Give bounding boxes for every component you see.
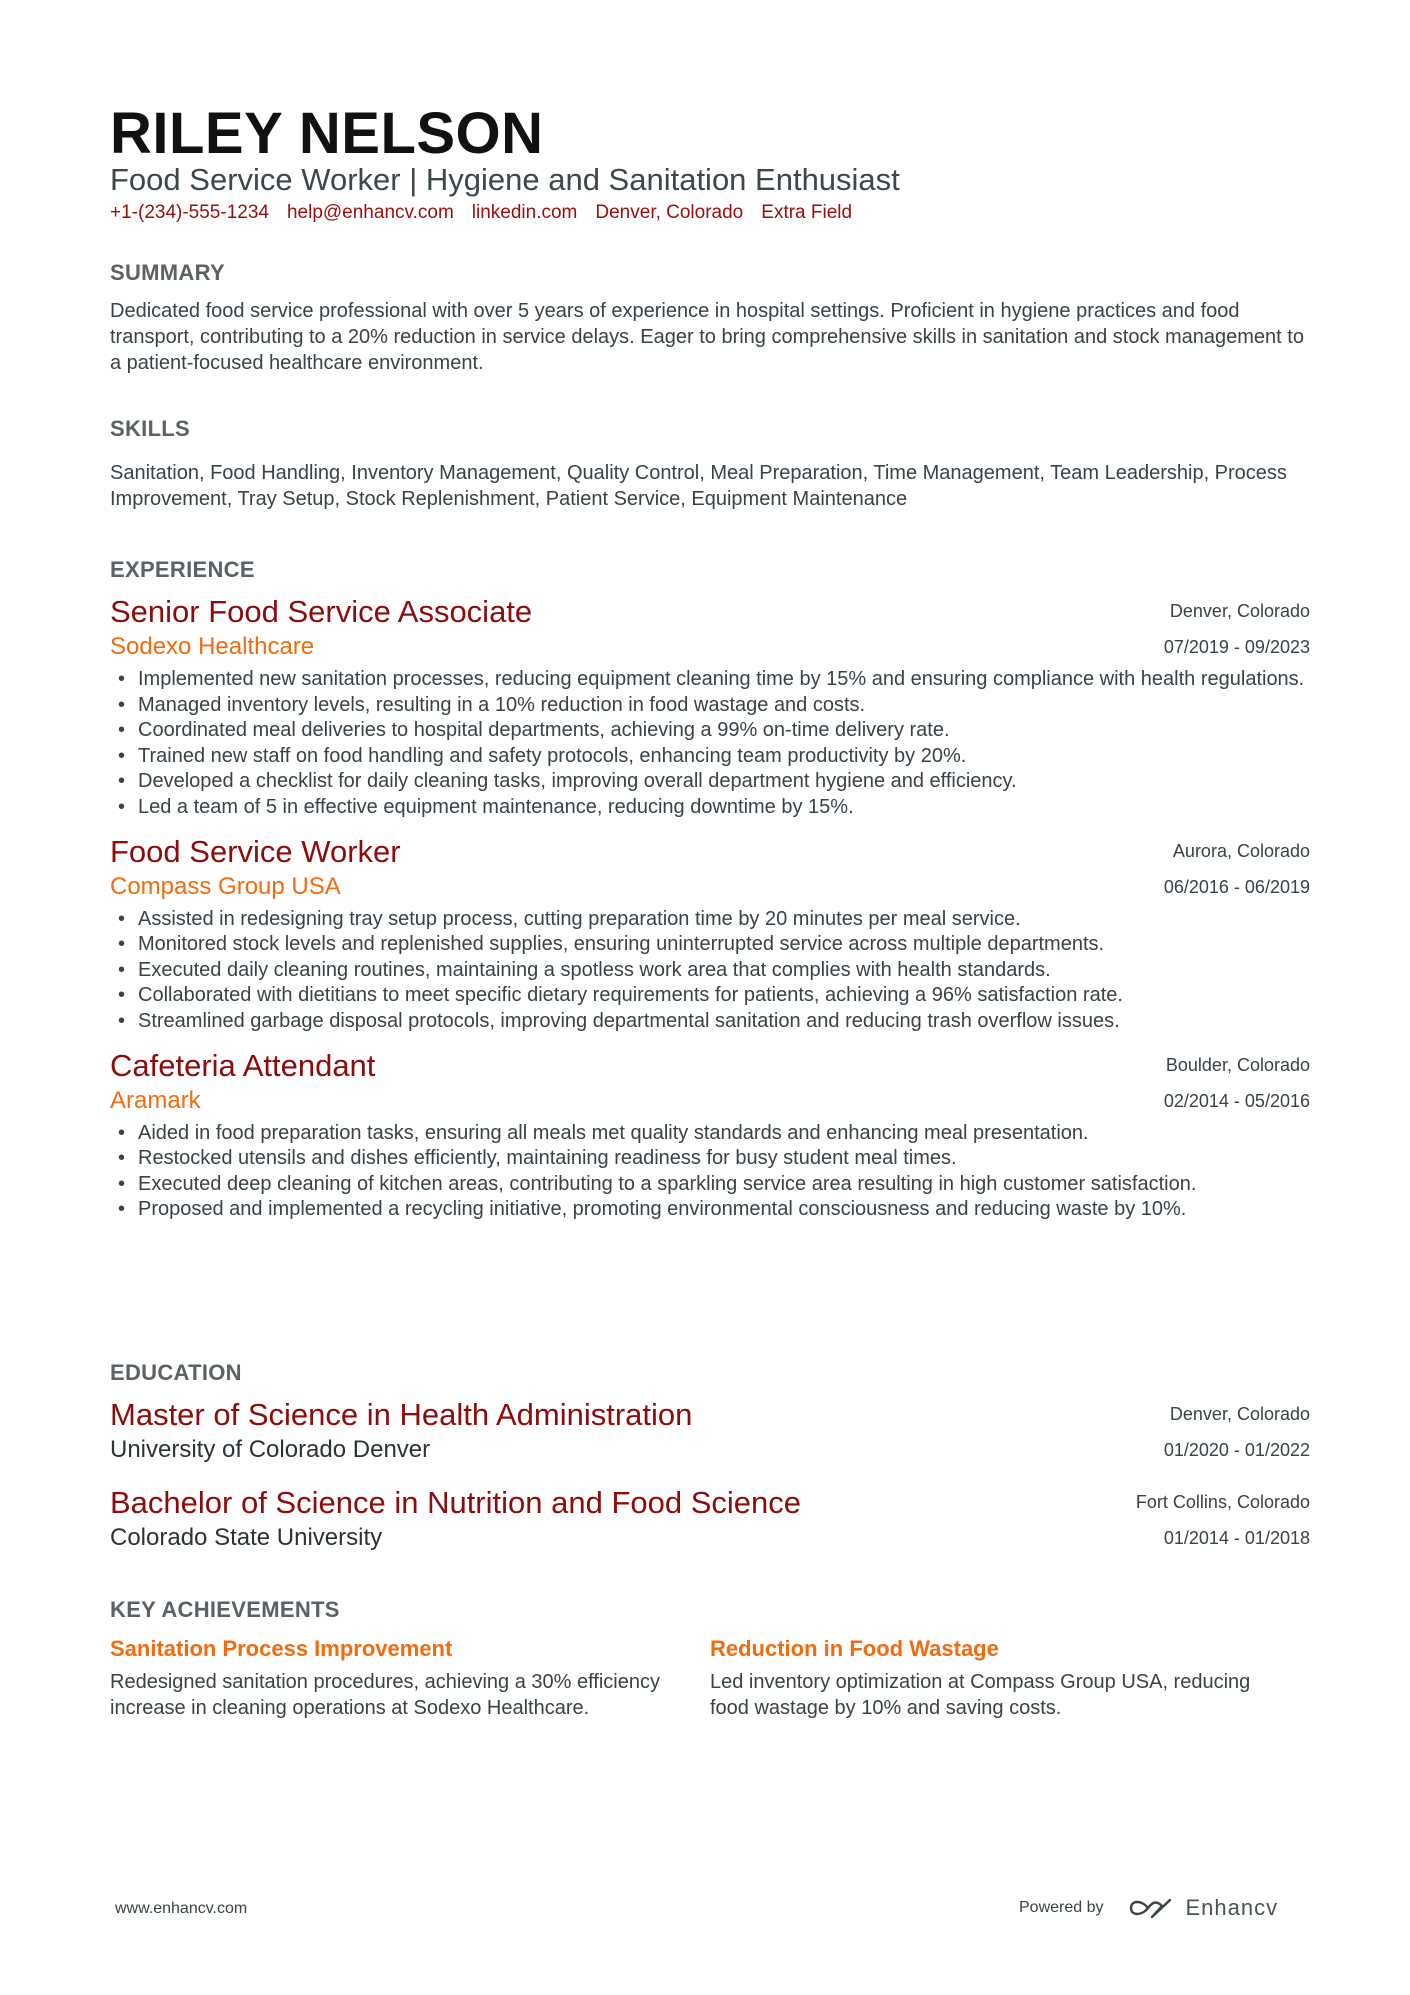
education-entry xyxy=(110,1396,1310,1466)
degree: Master of Science in Health Administration xyxy=(110,1397,693,1432)
experience-section xyxy=(110,557,1310,1235)
school-name: University of Colorado Denver xyxy=(110,1436,431,1463)
school-name: Colorado State University xyxy=(110,1524,383,1551)
summary-text: Dedicated food service professional with over 5 years of experience in hospital settings. Proficient in hygiene practices and food transport, contributing to a 20% reduction in service delays. Eager to bring comprehensive skills in sanitation and stock management to a patient-focused healthcare environment. xyxy=(110,300,1304,374)
enhancv-logo-icon xyxy=(1128,1896,1174,1920)
job-bullet: • Implemented new sanitation processes, reducing equipment cleaning time by 15% and ensuring compliance with health regulations. xyxy=(110,667,1310,693)
job-bullet: • Managed inventory levels, resulting in a 10% reduction in food wastage and costs. xyxy=(110,693,1310,719)
achievement-title: Sanitation Process Improvement xyxy=(110,1636,453,1661)
achievement-text: Redesigned sanitation procedures, achieving a 30% efficiency increase in cleaning operations at Sodexo Healthcare. xyxy=(110,1671,660,1719)
summary-section xyxy=(110,260,1310,376)
section-heading: SUMMARY xyxy=(110,260,225,285)
achievement-title: Reduction in Food Wastage xyxy=(710,1636,999,1661)
job-location: Boulder, Colorado xyxy=(1165,1054,1310,1075)
contact-email[interactable]: help@enhancv.com xyxy=(286,202,454,223)
job-dates: 02/2014 - 05/2016 xyxy=(1163,1090,1310,1111)
job-bullet: • Restocked utensils and dishes efficiently, maintaining readiness for busy student meal times. xyxy=(110,1146,1310,1172)
footer-website[interactable]: www.enhancv.com xyxy=(115,1900,248,1917)
job-bullet: • Trained new staff on food handling and safety protocols, enhancing team productivity by 20%. xyxy=(110,744,1310,770)
achievement-item xyxy=(710,1633,1310,1721)
section-heading: SKILLS xyxy=(110,416,191,441)
job-bullet: • Streamlined garbage disposal protocols, improving departmental sanitation and reducing trash overflow issues. xyxy=(110,1009,1310,1035)
job-bullet: • Proposed and implemented a recycling initiative, promoting environmental consciousness and reducing waste by 10%. xyxy=(110,1197,1310,1223)
education-entry xyxy=(110,1484,1310,1554)
job-title: Senior Food Service Associate xyxy=(110,594,533,629)
powered-by-label: Powered by xyxy=(1019,1899,1104,1916)
job-bullet: • Aided in food preparation tasks, ensuring all meals met quality standards and enhancing meal presentation. xyxy=(110,1121,1310,1147)
contact-bar xyxy=(110,202,1310,224)
job-title: Food Service Worker xyxy=(110,833,401,869)
job-entry xyxy=(110,593,1310,821)
job-entry xyxy=(110,833,1310,1035)
contact-location: Denver, Colorado xyxy=(595,202,744,223)
job-location: Denver, Colorado xyxy=(1169,601,1310,621)
education-location: Denver, Colorado xyxy=(1169,1404,1310,1424)
job-bullet: • Developed a checklist for daily cleaning tasks, improving overall department hygiene and efficiency. xyxy=(110,769,1310,795)
company-name: Compass Group USA xyxy=(110,872,341,900)
job-dates: 06/2016 - 06/2019 xyxy=(1163,876,1310,897)
job-entry xyxy=(110,1047,1310,1223)
section-heading: EXPERIENCE xyxy=(110,557,255,582)
job-bullet: • Executed deep cleaning of kitchen areas, contributing to a sparkling service area resulting in high customer satisfaction. xyxy=(110,1172,1310,1198)
job-location: Aurora, Colorado xyxy=(1172,840,1310,861)
contact-extra: Extra Field xyxy=(761,202,853,223)
degree: Bachelor of Science in Nutrition and Food Science xyxy=(110,1485,802,1520)
company-name: Aramark xyxy=(110,1086,201,1114)
job-bullet: • Executed daily cleaning routines, maintaining a spotless work area that complies with health standards. xyxy=(110,958,1310,984)
section-heading: EDUCATION xyxy=(110,1360,242,1385)
job-title: Cafeteria Attendant xyxy=(110,1047,376,1083)
achievements-section xyxy=(110,1597,1310,1721)
achievement-text: Led inventory optimization at Compass Group USA, reducing food wastage by 10% and saving costs. xyxy=(710,1671,1251,1719)
footer-branding xyxy=(1019,1895,1278,1921)
candidate-title: Food Service Worker | Hygiene and Sanitation Enthusiast xyxy=(110,162,900,197)
job-bullet: • Led a team of 5 in effective equipment maintenance, reducing downtime by 15%. xyxy=(110,795,1310,821)
education-location: Fort Collins, Colorado xyxy=(1135,1492,1310,1512)
skills-section xyxy=(110,416,1310,512)
education-section xyxy=(110,1360,1310,1572)
section-heading: KEY ACHIEVEMENTS xyxy=(110,1597,340,1622)
contact-phone[interactable]: +1-(234)-555-1234 xyxy=(110,202,269,223)
achievement-item xyxy=(110,1633,710,1721)
brand-name: Enhancv xyxy=(1185,1895,1279,1920)
contact-linkedin[interactable]: linkedin.com xyxy=(471,202,578,223)
education-dates: 01/2014 - 01/2018 xyxy=(1163,1528,1310,1548)
candidate-name: RILEY NELSON xyxy=(110,101,544,166)
job-bullet: • Coordinated meal deliveries to hospital departments, achieving a 99% on-time delivery rate. xyxy=(110,718,1310,744)
skills-text: Sanitation, Food Handling, Inventory Management, Quality Control, Meal Preparation, Time Management, Team Leadership, Process Improvement, Tray Setup, Stock Replenishment, Patient Service, Equipment Maintenance xyxy=(110,462,1287,510)
company-name: Sodexo Healthcare xyxy=(110,633,315,660)
job-dates: 07/2019 - 09/2023 xyxy=(1163,637,1310,657)
job-bullet: • Monitored stock levels and replenished supplies, ensuring uninterrupted service across multiple departments. xyxy=(110,932,1310,958)
job-bullet: • Collaborated with dietitians to meet specific dietary requirements for patients, achieving a 96% satisfaction rate. xyxy=(110,983,1310,1009)
education-dates: 01/2020 - 01/2022 xyxy=(1163,1440,1310,1460)
job-bullet: • Assisted in redesigning tray setup process, cutting preparation time by 20 minutes per meal service. xyxy=(110,907,1310,933)
